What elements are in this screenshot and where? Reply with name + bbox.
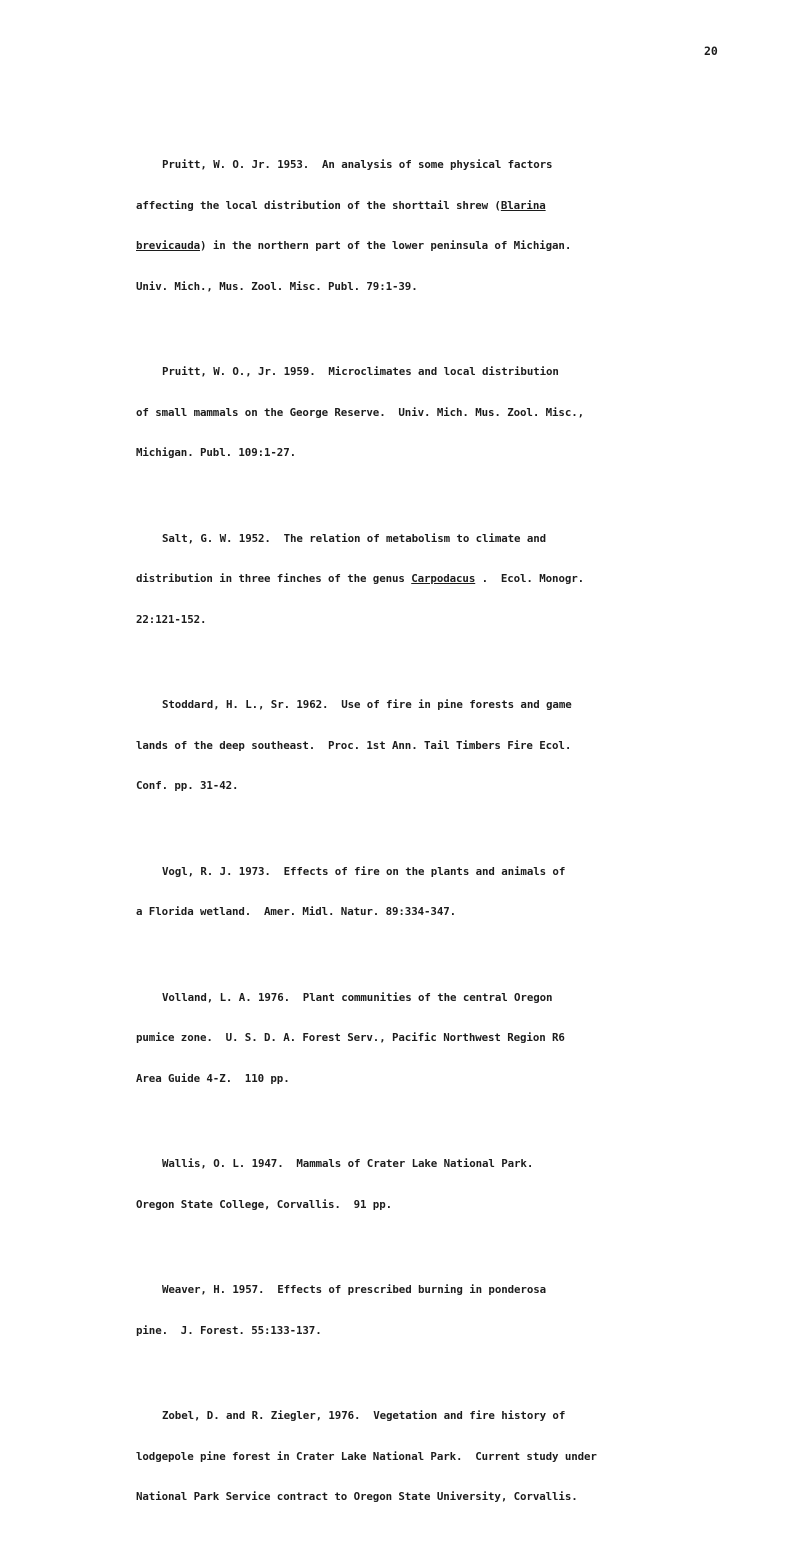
reference-line: pine. J. Forest. 55:133-137. bbox=[136, 1323, 322, 1337]
reference-entry bbox=[136, 838, 676, 946]
reference-entry bbox=[136, 1130, 676, 1238]
reference-line: Oregon State College, Corvallis. 91 pp. bbox=[136, 1197, 393, 1211]
reference-line: Pruitt, W. O. Jr. 1953. An analysis of some physical factors bbox=[162, 158, 553, 171]
taxon-name: Blarina bbox=[500, 198, 546, 212]
taxon-name: Carpodacus bbox=[411, 572, 476, 585]
reference-line: Weaver, H. 1957. Effects of prescribed burning in ponderosa bbox=[162, 1283, 547, 1296]
reference-line: Univ. Mich., Mus. Zool. Misc. Publ. 79:1-39. bbox=[136, 279, 418, 293]
reference-line: Volland, L. A. 1976. Plant communities of the central Oregon bbox=[162, 990, 553, 1004]
reference-entry bbox=[136, 964, 676, 1113]
reference-entry bbox=[136, 131, 676, 320]
reference-line: lands of the deep southeast. Proc. 1st Ann. Tail Timbers Fire Ecol. bbox=[136, 738, 572, 752]
reference-line: Michigan. Publ. 109:1-27. bbox=[136, 446, 297, 459]
reference-line: brevicauda) in the northern part of the lower peninsula of Michigan. bbox=[136, 239, 572, 252]
reference-line: affecting the local distribution of the shorttail shrew (Blarina bbox=[136, 198, 546, 212]
reference-line: Vogl, R. J. 1973. Effects of fire on the plants and animals of bbox=[162, 864, 566, 878]
reference-line: Pruitt, W. O., Jr. 1959. Microclimates and local distribution bbox=[162, 365, 559, 378]
reference-line: distribution in three finches of the genus Carpodacus . Ecol. Monogr. bbox=[136, 572, 585, 585]
page-number: 20 bbox=[704, 44, 718, 58]
reference-line: National Park Service contract to Oregon State University, Corvallis. bbox=[136, 1490, 578, 1503]
reference-entry bbox=[136, 671, 676, 820]
reference-list bbox=[136, 131, 676, 1549]
reference-line: lodgepole pine forest in Crater Lake National Park. Current study under bbox=[136, 1449, 597, 1463]
reference-line: Zobel, D. and R. Ziegler, 1976. Vegetation and fire history of bbox=[162, 1409, 566, 1422]
reference-entry bbox=[136, 1382, 676, 1531]
reference-entry bbox=[136, 338, 676, 487]
reference-line: Conf. pp. 31-42. bbox=[136, 779, 239, 792]
reference-line: pumice zone. U. S. D. A. Forest Serv., Pacific Northwest Region R6 bbox=[136, 1031, 565, 1044]
reference-line: 22:121-152. bbox=[136, 612, 207, 626]
reference-line: Stoddard, H. L., Sr. 1962. Use of fire in pine forests and game bbox=[162, 698, 572, 711]
reference-line: Wallis, O. L. 1947. Mammals of Crater Lake National Park. bbox=[162, 1157, 534, 1170]
reference-line: Area Guide 4-Z. 110 pp. bbox=[136, 1071, 290, 1085]
reference-entry bbox=[136, 505, 676, 654]
reference-line: of small mammals on the George Reserve. Univ. Mich. Mus. Zool. Misc., bbox=[136, 405, 585, 419]
taxon-name: brevicauda bbox=[136, 239, 201, 252]
reference-line: Salt, G. W. 1952. The relation of metabolism to climate and bbox=[162, 531, 547, 545]
reference-line: a Florida wetland. Amer. Midl. Natur. 89:334-347. bbox=[136, 905, 457, 918]
reference-entry bbox=[136, 1256, 676, 1364]
